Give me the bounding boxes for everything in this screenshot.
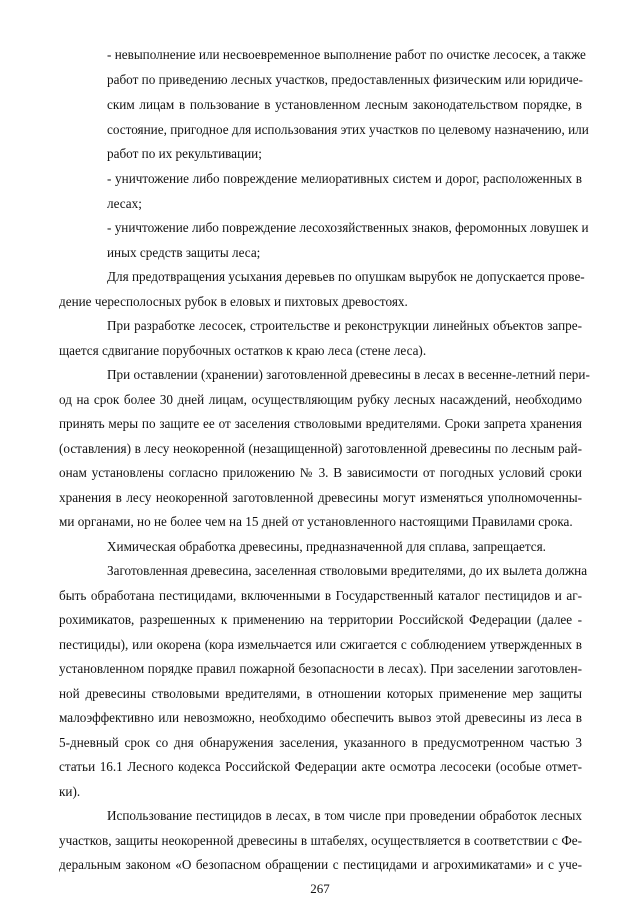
- text-line: статьи 16.1 Лесного кодекса Российской Федерации акте осмотра лесосеки (особые отмет-: [59, 759, 582, 774]
- text-line: установленном порядке правил пожарной безопасности в лесах). При заселении заготовлен-: [59, 661, 582, 676]
- text-line: 5-дневный срок со дня обнаружения заселения, указанного в предусмотренном частью 3: [59, 735, 582, 750]
- text-line: Для предотвращения усыхания деревьев по опушкам вырубок не допускается прове-: [107, 269, 585, 284]
- text-line: состояние, пригодное для использования этих участков по целевому назначению, или: [107, 122, 589, 137]
- text-line: щается сдвигание порубочных остатков к краю леса (стене леса).: [59, 343, 427, 358]
- text-line: ми органами, но не более чем на 15 дней от установленного настоящими Правилами срока.: [59, 514, 573, 529]
- text-line: Химическая обработка древесины, предназначенной для сплава, запрещается.: [107, 539, 546, 554]
- text-line: быть обработана пестицидами, включенными в Государственный каталог пестицидов и аг-: [59, 588, 582, 603]
- text-line: При разработке лесосек, строительстве и реконструкции линейных объектов запре-: [107, 318, 582, 333]
- text-line: Заготовленная древесина, заселенная стволовыми вредителями, до их вылета должна: [107, 563, 588, 578]
- text-line: (оставления) в лесу неокоренной (незащищенной) заготовленной древесины по лесным рай-: [59, 441, 582, 456]
- text-line: работ по их рекультивации;: [107, 146, 262, 161]
- text-line: дение чересполосных рубок в еловых и пихтовых древостоях.: [59, 294, 408, 309]
- text-line: принять меры по защите ее от заселения стволовыми вредителями. Сроки запрета хранения: [59, 416, 582, 431]
- text-line: хранения в лесу неокоренной заготовленной древесины могут изменяться уполномоченны-: [59, 490, 582, 505]
- text-line: деральным законом «О безопасном обращении с пестицидами и агрохимикатами» и с уче-: [59, 857, 582, 872]
- text-line: од на срок более 30 дней лицам, осуществляющим рубку лесных насаждений, необходимо: [59, 392, 582, 407]
- text-line: Использование пестицидов в лесах, в том числе при проведении обработок лесных: [107, 808, 582, 823]
- text-line: участков, защиты неокоренной древесины в штабелях, осуществляется в соответствии с Фе-: [59, 833, 582, 848]
- text-line: - уничтожение либо повреждение лесохозяйственных знаков, феромонных ловушек и: [107, 220, 589, 235]
- text-line: иных средств защиты леса;: [107, 245, 261, 260]
- text-line: - невыполнение или несвоевременное выполнение работ по очистке лесосек, а также: [107, 47, 586, 62]
- text-line: малоэффективно или невозможно, необходимо обеспечить вывоз этой древесины из леса в: [59, 710, 582, 725]
- text-line: - уничтожение либо повреждение мелиоративных систем и дорог, расположенных в: [107, 171, 582, 186]
- text-line: рохимикатов, разрешенных к применению на территории Российской Федерации (далее -: [59, 612, 582, 627]
- text-line: ским лицам в пользование в установленном лесным законодательством порядке, в: [107, 97, 582, 112]
- text-line: ной древесины стволовыми вредителями, в отношении которых применение мер защиты: [59, 686, 582, 701]
- text-line: ки).: [59, 784, 81, 799]
- text-line: пестициды), или окорена (кора измельчается или сжигается с соблюдением утвержденных в: [59, 637, 582, 652]
- text-line: лесах;: [107, 196, 142, 211]
- text-line: При оставлении (хранении) заготовленной древесины в лесах в весенне-летний пери-: [107, 367, 590, 382]
- page-number: 267: [310, 881, 330, 896]
- text-line: онам установлены согласно приложению № 3. В зависимости от погодных условий сроки: [59, 465, 582, 480]
- text-line: работ по приведению лесных участков, предоставленных физическим или юридиче-: [107, 72, 583, 87]
